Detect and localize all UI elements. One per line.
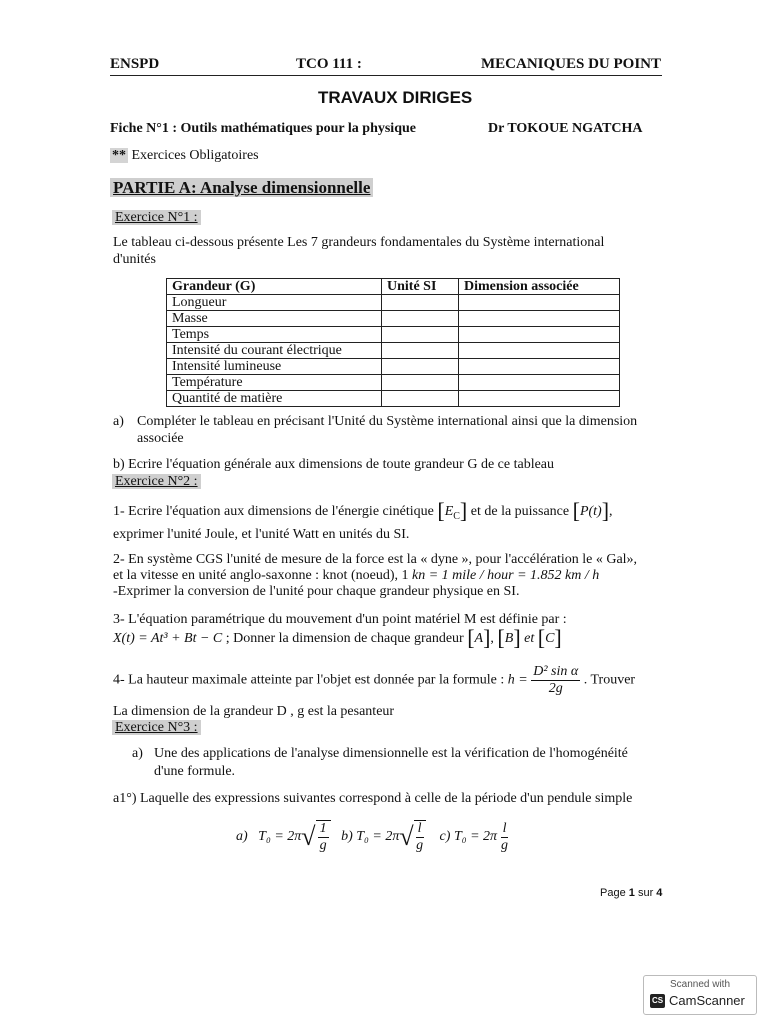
page-number: [600, 887, 662, 899]
table-cell-empty: [382, 343, 459, 359]
formula-a-denominator: g: [319, 838, 327, 853]
fiche-title: Fiche N°1 : Outils mathématiques pour la physique: [110, 121, 416, 136]
bracket-open: [: [437, 498, 445, 523]
table-cell-empty: [459, 391, 620, 407]
exercise-1-qb: b) Ecrire l'équation générale aux dimensions de toute grandeur G de ce tableau: [113, 457, 555, 472]
exercise-2-q3-line1: 3- L'équation paramétrique du mouvement d'un point matériel M est définie par :: [113, 612, 567, 627]
energy-symbol: E: [444, 504, 454, 519]
q4-text-post: . Trouver: [583, 672, 636, 688]
table-cell-empty: [459, 295, 620, 311]
table-cell-empty: [459, 343, 620, 359]
energy-subscript: C: [453, 510, 460, 522]
bracket-close: ]: [483, 625, 491, 650]
formula-a-lhs: T₀ = 2π: [258, 829, 302, 845]
exercise-3-label: Exercice N°3 :: [112, 720, 201, 735]
table-cell-empty: [382, 391, 459, 407]
height-lhs: h =: [507, 672, 528, 688]
exercise-2-q4-line1: [113, 664, 635, 697]
partie-a-title: PARTIE A: Analyse dimensionnelle: [110, 178, 373, 197]
formula-b-numerator: l: [417, 821, 422, 836]
q4-text-pre: 4- La hauteur maximale atteinte par l'objet est donnée par la formule :: [113, 672, 505, 688]
table-row: [167, 375, 620, 391]
camscanner-watermark: [643, 975, 757, 1015]
watermark-scanned-text: Scanned with: [669, 979, 731, 990]
formula-b-label: b): [341, 829, 353, 845]
page-total: 4: [656, 887, 663, 899]
height-fraction-numerator: D² sin α: [533, 664, 579, 679]
q3-text: ; Donner la dimension de chaque grandeur: [225, 631, 464, 646]
table-cell-grandeur: Longueur: [167, 295, 382, 311]
q2-text: et la vitesse en unité anglo-saxonne : knot (noeud), 1: [113, 568, 409, 583]
exercise-3-heading: [112, 718, 201, 736]
exercise-2-heading: [112, 472, 201, 490]
table-cell-empty: [459, 375, 620, 391]
q3-et: et: [524, 631, 535, 646]
exercise-2-q2-line3: -Exprimer la conversion de l'unité pour chaque grandeur physique en SI.: [113, 584, 520, 599]
table-row: [167, 311, 620, 327]
table-row: [167, 327, 620, 343]
bracket-close: ]: [601, 498, 610, 523]
table-row: [167, 343, 620, 359]
table-cell-empty: [459, 311, 620, 327]
course-subject: MECANIQUES DU POINT: [481, 56, 662, 72]
header-rule: [110, 75, 662, 76]
formula-c-fraction: [501, 821, 509, 854]
bracket-open: [: [537, 625, 546, 650]
exercise-2-q4-line2: La dimension de la grandeur D , g est la pesanteur: [113, 704, 395, 719]
bracket-close: ]: [459, 498, 468, 523]
course-code: TCO 111 :: [296, 56, 362, 72]
formula-b-denominator: g: [416, 838, 424, 853]
constant-a: A: [474, 631, 484, 646]
q1-text-end: ,: [609, 504, 613, 519]
fundamental-quantities-table: [166, 278, 620, 407]
bracket-open: [: [467, 625, 475, 650]
constant-b: B: [504, 631, 514, 646]
camscanner-logo-icon: CS: [650, 994, 665, 1008]
table-cell-grandeur: Intensité du courant électrique: [167, 343, 382, 359]
page-mid: sur: [637, 887, 654, 899]
exercise-1-label: Exercice N°1 :: [112, 210, 201, 225]
formula-c-label: c): [439, 829, 451, 845]
table-row: [167, 391, 620, 407]
bracket-close: ]: [513, 625, 521, 650]
exercise-3-qa-label: a): [132, 746, 143, 761]
q1-text-mid: et de la puissance: [470, 504, 570, 519]
exercise-3-qa-line2: d'une formule.: [154, 764, 236, 779]
table-cell-empty: [382, 375, 459, 391]
formula-b-lhs: T₀ = 2π: [356, 829, 400, 845]
table-cell-grandeur: Masse: [167, 311, 382, 327]
table-cell-empty: [382, 295, 459, 311]
exercise-3-a1: a1°) Laquelle des expressions suivantes correspond à celle de la période d'un pendule simple: [113, 791, 633, 806]
table-header-cell: Unité SI: [382, 279, 459, 295]
mandatory-mark: **: [112, 148, 126, 163]
formula-a-sqrt: [316, 820, 331, 854]
school-name: ENSPD: [110, 56, 160, 72]
q1-text-pre: 1- Ecrire l'équation aux dimensions de l'énergie cinétique: [113, 504, 434, 519]
exercise-1-intro-line1: Le tableau ci-dessous présente Les 7 grandeurs fondamentales du Système international: [113, 235, 605, 250]
table-row: [167, 295, 620, 311]
table-cell-grandeur: Temps: [167, 327, 382, 343]
pendulum-formulas: [236, 820, 508, 854]
table-cell-empty: [459, 327, 620, 343]
sqrt-symbol: √: [399, 822, 414, 851]
height-fraction-denominator: 2g: [548, 681, 563, 696]
table-cell-empty: [459, 359, 620, 375]
partie-a-heading: [110, 178, 373, 198]
exercise-2-q2-line2: [113, 568, 599, 584]
mandatory-text: Exercices Obligatoires: [131, 148, 259, 163]
exercise-1-heading: [112, 208, 201, 226]
bracket-open: [: [572, 498, 580, 523]
author-name: Dr TOKOUE NGATCHA: [488, 121, 643, 136]
formula-c-lhs: T₀ = 2π: [453, 829, 498, 845]
document-title: TRAVAUX DIRIGES: [318, 88, 473, 107]
mandatory-line: [110, 148, 259, 164]
exercise-1-intro-line2: d'unités: [113, 252, 156, 267]
exercise-2-label: Exercice N°2 :: [112, 474, 201, 489]
table-cell-empty: [382, 311, 459, 327]
motion-equation: X(t) = At³ + Bt − C: [113, 631, 223, 646]
formula-b-fraction: [416, 821, 424, 854]
height-fraction: [531, 664, 580, 697]
sqrt-symbol: √: [301, 822, 316, 851]
exercise-1-qa-line1: Compléter le tableau en précisant l'Unité du Système international ainsi que la dimension: [137, 414, 638, 429]
table-cell-empty: [382, 327, 459, 343]
exercise-1-qa-label: a): [113, 414, 124, 429]
formula-a-numerator: 1: [319, 821, 327, 836]
bracket-close: ]: [554, 625, 562, 650]
exercise-1-qa-line2: associée: [137, 431, 184, 446]
table-cell-grandeur: Intensité lumineuse: [167, 359, 382, 375]
knot-conversion-formula: kn = 1 mile / hour = 1.852 km / h: [411, 568, 600, 583]
formula-c-numerator: l: [502, 820, 507, 836]
page-current: 1: [628, 887, 635, 899]
exercise-2-q3-line2: X(t) = At³ + Bt − C ; Donner la dimension de chaque grandeur [A], [B] et [C]: [113, 625, 562, 650]
formula-a-fraction: [318, 821, 329, 854]
table-cell-empty: [382, 359, 459, 375]
power-symbol: P(t): [579, 504, 602, 519]
table-cell-grandeur: Température: [167, 375, 382, 391]
bracket-open: [: [497, 625, 505, 650]
watermark-brand-name: CamScanner: [669, 993, 745, 1008]
table-header-cell: Grandeur (G): [167, 279, 382, 295]
constant-c: C: [545, 631, 555, 646]
formula-b-sqrt: [414, 820, 426, 854]
exercise-2-q1-line2: exprimer l'unité Joule, et l'unité Watt en unités du SI.: [113, 527, 410, 542]
formula-a-label: a): [236, 829, 248, 845]
exercise-2-q1-line1: [113, 498, 613, 525]
exercise-2-q2-line1: 2- En système CGS l'unité de mesure de la force est la « dyne », pour l'accélération le « Gal»,: [113, 552, 638, 567]
table-header-row: [167, 279, 620, 295]
page-pre: Page: [600, 887, 626, 899]
table-cell-grandeur: Quantité de matière: [167, 391, 382, 407]
formula-c-denominator: g: [501, 837, 508, 853]
table-row: [167, 359, 620, 375]
table-header-cell: Dimension associée: [459, 279, 620, 295]
exercise-3-qa-line1: Une des applications de l'analyse dimensionnelle est la vérification de l'homogénéité: [154, 746, 628, 761]
